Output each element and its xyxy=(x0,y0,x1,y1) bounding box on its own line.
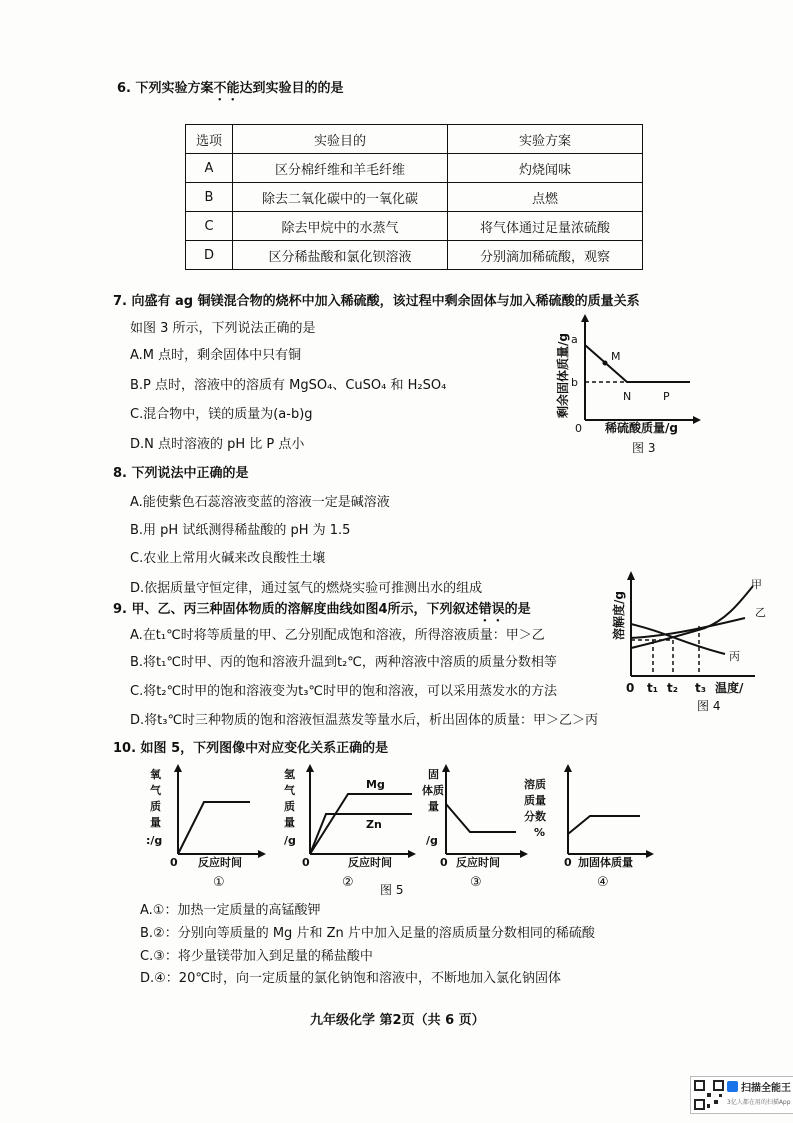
y-label-4: /g xyxy=(426,834,438,847)
y-axis-arrow xyxy=(174,764,182,772)
label-n: N xyxy=(623,390,632,403)
curve xyxy=(568,816,640,834)
q7-option-b: B.P 点时，溶液中的溶质有 MgSO₄、CuSO₄ 和 H₂SO₄ xyxy=(130,378,447,393)
curve xyxy=(446,804,516,832)
table-cell: 点燃 xyxy=(448,183,643,212)
q9-option-c: C.将t₂℃时甲的饱和溶液变为t₃℃时甲的饱和溶液，可以采用蒸发水的方法 xyxy=(130,684,558,699)
figure-4 xyxy=(605,568,793,720)
y-label-2: 气 xyxy=(284,784,295,797)
label-jia: 甲 xyxy=(751,578,762,591)
curve-zn xyxy=(310,814,412,854)
table-cell: 区分稀盐酸和氯化钡溶液 xyxy=(233,241,448,270)
x-axis-label: 稀硫酸质量/g xyxy=(605,421,678,435)
table-header: 选项 xyxy=(186,125,233,154)
scanner-sub: 3亿人都在用的扫描App xyxy=(727,1099,791,1106)
q10-option-c: C.③：将少量镁带加入到足量的稀盐酸中 xyxy=(140,949,373,964)
graph-4 xyxy=(524,764,654,890)
y-label-4: % xyxy=(534,826,546,839)
table-row xyxy=(186,241,643,270)
graph-2 xyxy=(284,764,416,890)
q8-option-c: C.农业上常用火碱来改良酸性土壤 xyxy=(130,551,326,566)
x-label: 加固体质量 xyxy=(578,856,633,869)
y-label-1: 氧 xyxy=(150,768,161,781)
table-cell: 分别滴加稀硫酸，观察 xyxy=(448,241,643,270)
y-axis-arrow xyxy=(306,764,314,772)
q10-option-b: B.②：分别向等质量的 Mg 片和 Zn 片中加入足量的溶质质量分数相同的稀硫酸 xyxy=(140,926,595,941)
q7-stem: 7. 向盛有 ag 铜镁混合物的烧杯中加入稀硫酸，该过程中剩余固体与加入稀硫酸的质量关系 xyxy=(113,294,640,309)
y-axis-label: 溶解度/g xyxy=(612,591,626,640)
q9-option-d: D.将t₃℃时三种物质的饱和溶液恒温蒸发等量水后，析出固体的质量：甲＞乙＞丙 xyxy=(130,713,599,728)
q7-stem-2: 如图 3 所示，下列说法正确的是 xyxy=(130,321,316,336)
y-axis-arrow xyxy=(581,314,589,322)
x-axis-arrow xyxy=(646,850,654,858)
q8-stem: 8. 下列说法中正确的是 xyxy=(113,466,249,481)
table-cell: 灼烧闻味 xyxy=(448,154,643,183)
table-cell: A xyxy=(186,154,233,183)
y-label-1: 溶质 xyxy=(524,778,546,791)
figure-5 xyxy=(140,762,660,904)
table-cell: B xyxy=(186,183,233,212)
label-a: a xyxy=(571,333,578,346)
curve-mg xyxy=(310,794,412,854)
scanner-logo-icon xyxy=(727,1081,738,1092)
origin: 0 xyxy=(564,856,572,869)
curve xyxy=(178,802,250,854)
table-header: 实验方案 xyxy=(448,125,643,154)
x-label: 反应时间 xyxy=(348,856,392,869)
graph-number: ④ xyxy=(597,875,609,890)
label-origin: 0 xyxy=(575,422,582,435)
figure-3 xyxy=(545,310,705,458)
table-cell: 将气体通过足量浓硫酸 xyxy=(448,212,643,241)
label-p: P xyxy=(663,390,670,403)
label-t1: t₁ xyxy=(647,681,658,695)
table-cell: 除去二氧化碳中的一氧化碳 xyxy=(233,183,448,212)
curve xyxy=(585,345,690,382)
q10-option-d: D.④：20℃时，向一定质量的氯化钠饱和溶液中，不断地加入氯化钠固体 xyxy=(140,971,561,986)
q8-option-d: D.依据质量守恒定律，通过氢气的燃烧实验可推测出水的组成 xyxy=(130,581,483,596)
x-axis-arrow xyxy=(520,850,528,858)
y-axis-arrow xyxy=(442,764,450,772)
label-origin: 0 xyxy=(626,681,635,695)
graph-number: ③ xyxy=(470,875,482,890)
y-label-1: 氢 xyxy=(284,768,295,781)
page-footer: 九年级化学 第2页（共 6 页） xyxy=(310,1013,485,1028)
curve-jia xyxy=(631,586,753,648)
table-row xyxy=(186,154,643,183)
q9-option-b: B.将t₁℃时甲、丙的饱和溶液升温到t₂℃，两种溶液中溶质的质量分数相等 xyxy=(130,655,557,670)
table-cell: D xyxy=(186,241,233,270)
q10-stem: 10. 如图 5，下列图像中对应变化关系正确的是 xyxy=(113,741,389,756)
graph-number: ② xyxy=(342,875,354,890)
point-m xyxy=(603,361,608,366)
graph-3 xyxy=(422,764,528,890)
table-header-row xyxy=(186,125,643,154)
x-label: 反应时间 xyxy=(198,856,242,869)
scanner-watermark xyxy=(690,1076,793,1114)
label-mg: Mg xyxy=(366,778,385,791)
figure-caption: 图 4 xyxy=(697,699,721,713)
label-b: b xyxy=(571,376,578,389)
x-axis-arrow xyxy=(258,850,266,858)
label-m: M xyxy=(611,350,621,363)
x-label: 反应时间 xyxy=(456,856,500,869)
y-axis-arrow xyxy=(627,571,635,580)
y-label-2: 质量 xyxy=(524,794,546,807)
y-label-3: 质 xyxy=(284,800,295,813)
table-cell: 区分棉纤维和羊毛纤维 xyxy=(233,154,448,183)
label-t3: t₃ xyxy=(695,681,706,695)
q8-option-a: A.能使紫色石蕊溶液变蓝的溶液一定是碱溶液 xyxy=(130,495,390,510)
q6-stem: 6. 下列实验方案不能达到实验目的的是 xyxy=(117,81,344,96)
label-yi: 乙 xyxy=(755,606,766,619)
y-label-3: 量 xyxy=(428,800,439,813)
table-cell: 除去甲烷中的水蒸气 xyxy=(233,212,448,241)
curve-bing xyxy=(631,624,725,654)
q10-option-a: A.①：加热一定质量的高锰酸钾 xyxy=(140,903,321,918)
q9-option-a: A.在t₁℃时将等质量的甲、乙分别配成饱和溶液，所得溶液质量：甲＞乙 xyxy=(130,628,545,643)
label-t2: t₂ xyxy=(667,681,678,695)
label-bing: 丙 xyxy=(729,650,740,663)
q9-stem: 9. 甲、乙、丙三种固体物质的溶解度曲线如图4所示，下列叙述错误的是 xyxy=(113,602,531,617)
y-label-3: 质 xyxy=(150,800,161,813)
table-header: 实验目的 xyxy=(233,125,448,154)
figure-caption: 图 3 xyxy=(632,441,656,455)
y-label-4: 量 xyxy=(284,816,295,829)
y-label-3: 分数 xyxy=(524,810,546,823)
label-zn: Zn xyxy=(366,818,382,831)
qr-code-icon xyxy=(694,1080,724,1110)
y-label-5: /g xyxy=(284,834,296,847)
x-axis-label: 温度/ xyxy=(715,681,744,695)
y-label-5: :/g xyxy=(146,834,163,847)
y-label-2: 气 xyxy=(150,784,161,797)
y-label-4: 量 xyxy=(150,816,161,829)
table-row xyxy=(186,212,643,241)
origin: 0 xyxy=(170,856,178,869)
q8-option-b: B.用 pH 试纸测得稀盐酸的 pH 为 1.5 xyxy=(130,523,351,538)
origin: 0 xyxy=(440,856,448,869)
x-axis-arrow xyxy=(408,850,416,858)
table-cell: C xyxy=(186,212,233,241)
q7-option-c: C.混合物中，镁的质量为(a-b)g xyxy=(130,407,313,422)
y-label-2: 体质 xyxy=(422,784,444,797)
q6-table xyxy=(185,124,643,270)
y-axis-label: 剩余固体质量/g xyxy=(556,333,570,418)
y-label-1: 固 xyxy=(428,768,439,781)
y-axis-arrow xyxy=(564,764,572,772)
scanner-label: 扫描全能王 xyxy=(741,1083,791,1094)
graph-number: ① xyxy=(213,875,225,890)
x-axis-arrow xyxy=(693,416,701,424)
origin: 0 xyxy=(302,856,310,869)
figure-caption: 图 5 xyxy=(380,883,404,897)
table-row xyxy=(186,183,643,212)
q7-option-d: D.N 点时溶液的 pH 比 P 点小 xyxy=(130,437,305,452)
q7-option-a: A.M 点时，剩余固体中只有铜 xyxy=(130,348,302,363)
graph-1 xyxy=(146,764,266,890)
